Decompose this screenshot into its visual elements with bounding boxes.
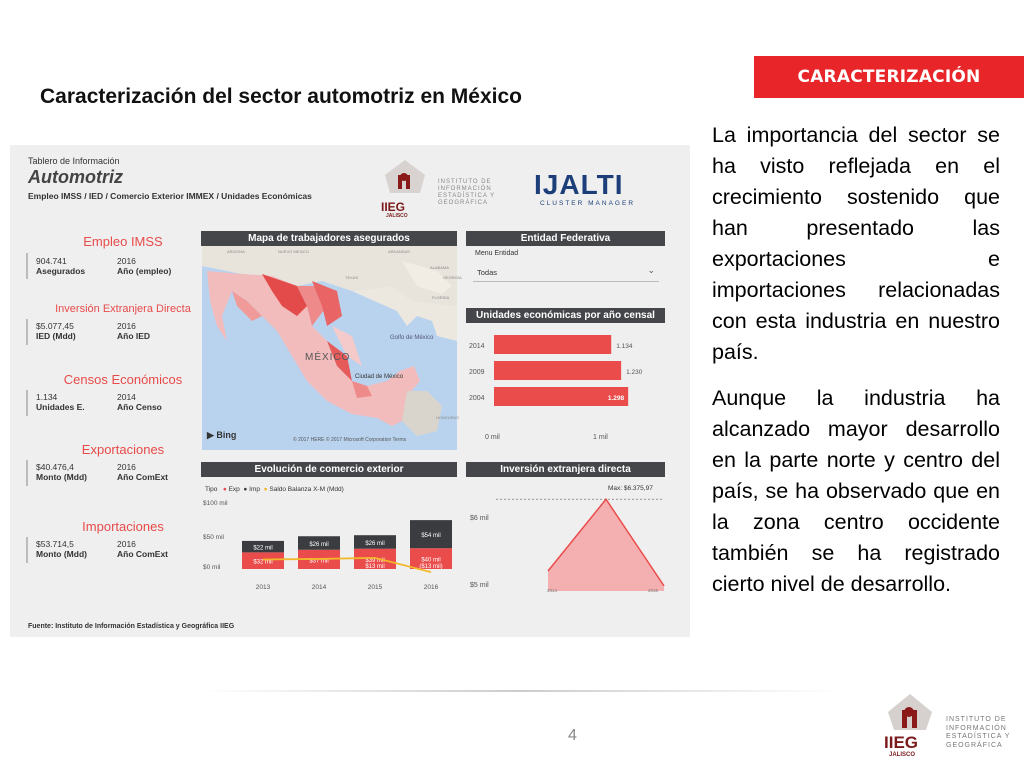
- ied-xtick-2014: 2014: [547, 588, 558, 593]
- ce-ytick: $0 mil: [203, 564, 221, 571]
- dash-big-title: Automotriz: [28, 167, 123, 187]
- kpi-title-ied: Inversión Extranjera Directa: [55, 303, 191, 315]
- map-label-honduras: HONDURAS: [436, 415, 459, 420]
- ce-saldo-line: [263, 558, 431, 572]
- ue-bar: [494, 335, 611, 354]
- map-label-mexico: MÉXICO: [305, 352, 351, 363]
- ce-xtick: 2013: [255, 584, 271, 591]
- kpi-year-import: 2016 Año ComExt: [117, 539, 168, 559]
- footer-divider: [200, 690, 840, 692]
- page-number: 4: [568, 727, 577, 744]
- ue-category-label: 2009: [469, 369, 485, 376]
- map-label-florida: FLORIDA: [432, 295, 450, 300]
- entidad-selected: Todas: [477, 268, 498, 277]
- ied-header: Inversión extranjera directa: [466, 462, 665, 477]
- comercio-legend: Tipo ● Exp ● Imp ● Saldo Balanza X-M (Mdd): [205, 486, 344, 493]
- ce-label-exp: $40 mil: [421, 557, 441, 564]
- iieg-dash-text: INSTITUTO DE INFORMACIÓN ESTADÍSTICA Y GEOGRÁFICA: [438, 179, 496, 206]
- paragraph-1: La importancia del sector se ha visto reflejada en el crecimiento sostenido que han presentado las exportaciones e importaciones relacionadas con esta industria en nuestro país.: [712, 123, 1000, 364]
- kpi-title-censos: Censos Económicos: [63, 372, 183, 387]
- ce-ytick: $50 mil: [203, 534, 224, 541]
- ue-category-label: 2014: [469, 343, 485, 350]
- map-label-nuevomexico: NUEVO MEXICO: [278, 249, 310, 254]
- iieg-dash-state: JALISCO: [386, 213, 408, 219]
- ce-label-imp: $26 mil: [365, 540, 385, 547]
- ied-max-label: Max: $6.375,97: [608, 485, 653, 492]
- iieg-state: JALISCO: [889, 752, 916, 758]
- kpi-value-censos: 1.134 Unidades E.: [36, 392, 85, 412]
- section-badge: CARACTERIZACIÓN: [754, 56, 1024, 98]
- dashboard-image: [10, 145, 690, 637]
- ce-label-saldo: ($13 mil): [419, 564, 443, 570]
- map-label-cdmx: Ciudad de México: [355, 374, 404, 380]
- iieg-text: INSTITUTO DE INFORMACIÓN ESTADÍSTICA Y GEOGRÁFICA: [946, 716, 1011, 749]
- ijalti-tag: CLUSTER MANAGER: [540, 200, 636, 207]
- ce-xtick: 2014: [311, 584, 327, 591]
- map-panel: [202, 246, 457, 450]
- map-header: Mapa de trabajadores asegurados: [201, 231, 457, 246]
- ce-label-imp: $26 mil: [309, 542, 329, 548]
- kpi-divider: [26, 253, 28, 279]
- map-label-texas: TEXAS: [345, 275, 359, 280]
- ijalti-logo: IJALTI: [534, 169, 624, 200]
- ce-label-imp: $22 mil: [253, 545, 273, 552]
- ied-ytick-5: $5 mil: [470, 582, 489, 589]
- dash-source: Fuente: Instituto de Información Estadística y Geográfica IIEG: [28, 623, 235, 630]
- ce-label-saldo: $13 mil: [365, 564, 385, 570]
- kpi-divider: [26, 390, 28, 416]
- map-label-arkansas: ARKANSAS: [388, 249, 410, 254]
- page-title: Caracterización del sector automotriz en México: [40, 85, 522, 108]
- kpi-year-censos: 2014 Año Censo: [117, 392, 162, 412]
- ce-label-imp: $54 mil: [421, 533, 441, 540]
- kpi-divider: [26, 319, 28, 345]
- comercio-header: Evolución de comercio exterior: [201, 462, 457, 477]
- kpi-year-ied: 2016 Año IED: [117, 321, 151, 341]
- ied-area: [548, 499, 664, 591]
- legend-exp-icon: ●: [222, 486, 227, 493]
- map-label-arizona: ARIZONA: [227, 249, 245, 254]
- mexico-map: [202, 246, 457, 450]
- body-text: [712, 120, 1000, 615]
- kpi-title-import: Importaciones: [82, 519, 164, 534]
- iieg-dash-brand: IIEG: [381, 200, 406, 214]
- paragraph-2: Aunque la industria ha alcanzado mayor desarrollo en la parte norte y centro del país, se ha observado que en la zona centro occidente también se ha registrado cierto nivel de desarrollo.: [712, 386, 1000, 596]
- kpi-value-import: $53.714,5 Monto (Mdd): [36, 539, 87, 559]
- ce-label-exp: $39 mil: [365, 557, 385, 564]
- entidad-dropdown[interactable]: [473, 263, 659, 282]
- map-label-georgia: GEORGIA: [443, 275, 462, 280]
- chevron-down-icon: ⌄: [647, 265, 655, 275]
- iieg-brand: IIEG: [884, 733, 919, 752]
- ce-xtick: 2015: [367, 584, 383, 591]
- comercio-chart: [201, 497, 459, 602]
- legend-imp-icon: ●: [243, 486, 248, 493]
- kpi-title-export: Exportaciones: [81, 442, 165, 457]
- kpi-title-empleo: Empleo IMSS: [83, 234, 163, 249]
- map-copyright: © 2017 HERE © 2017 Microsoft Corporation Terms: [293, 437, 407, 443]
- ue-axis-max: 1 mil: [593, 434, 608, 441]
- bing-logo: ▶ Bing: [207, 430, 237, 440]
- ue-data-label: 1.134: [616, 343, 633, 350]
- kpi-value-ied: $5.077,45 IED (Mdd): [36, 321, 76, 341]
- ue-axis-min: 0 mil: [485, 434, 500, 441]
- kpi-value-export: $40.476,4 Monto (Mdd): [36, 462, 87, 482]
- legend-saldo-icon: ●: [263, 486, 268, 493]
- ue-data-label: 1.230: [626, 369, 643, 376]
- unidades-header: Unidades económicas por año censal: [466, 308, 665, 323]
- ied-xtick-2016: 2016: [648, 588, 659, 593]
- ue-bar: [494, 361, 621, 380]
- ied-chart: [466, 479, 666, 604]
- ied-ytick-6: $6 mil: [470, 515, 489, 522]
- kpi-divider: [26, 537, 28, 563]
- ce-label-exp: $32 mil: [253, 559, 273, 566]
- kpi-year-export: 2016 Año ComExt: [117, 462, 168, 482]
- ue-category-label: 2004: [469, 395, 485, 402]
- ce-label-exp: $37 mil: [309, 558, 329, 565]
- menu-entidad-label: Menu Entidad: [475, 250, 519, 257]
- unidades-chart: [466, 327, 666, 447]
- kpi-year-empleo: 2016 Año (empleo): [117, 256, 172, 276]
- ue-data-label: 1.298: [607, 395, 625, 402]
- kpi-value-empleo: 904.741 Asegurados: [36, 256, 86, 276]
- kpi-divider: [26, 460, 28, 486]
- dash-small-title: Tablero de Información: [28, 156, 120, 166]
- ce-xtick: 2016: [423, 584, 439, 591]
- entidad-header: Entidad Federativa: [466, 231, 665, 246]
- map-label-alabama: ALABAMA: [430, 265, 449, 270]
- map-label-golfo: Golfo de México: [390, 335, 434, 341]
- ce-ytick: $100 mil: [203, 500, 228, 507]
- dash-subtitle: Empleo IMSS / IED / Comercio Exterior IMMEX / Unidades Económicas: [28, 191, 312, 201]
